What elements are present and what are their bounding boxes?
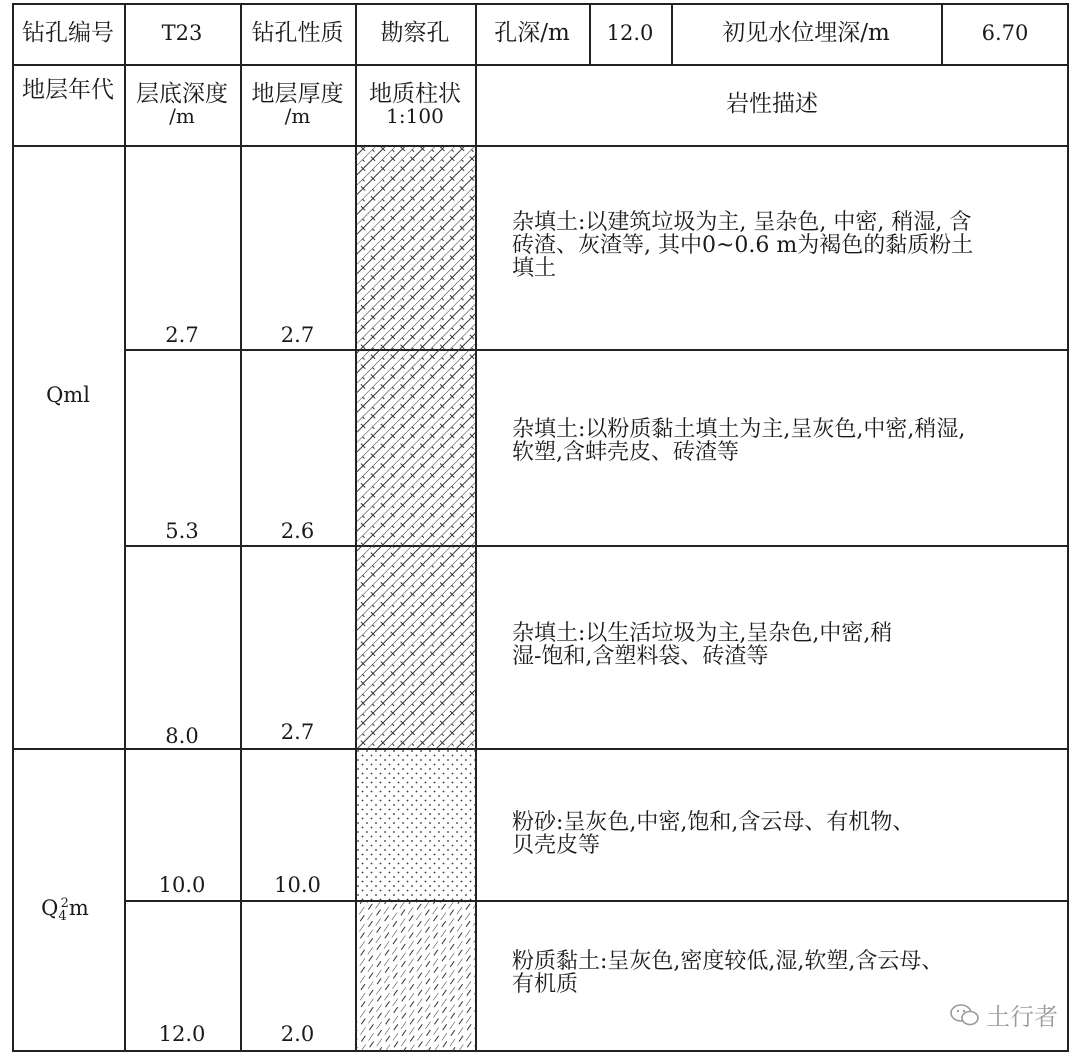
layer-2-description <box>512 418 965 464</box>
layer-2-bottom: 5.3 <box>165 519 199 543</box>
layer-5-description <box>512 950 943 996</box>
column-header-column-title: 地质柱状 <box>369 80 461 107</box>
layer-4-description <box>512 811 914 857</box>
column-header-era: 地层年代 <box>22 77 114 103</box>
era-q4m-sup: 2 <box>60 896 69 911</box>
description-line: 杂填土:以生活垃圾为主,呈杂色,中密,稍 <box>512 621 893 646</box>
layer-4-bottom: 10.0 <box>158 873 206 897</box>
description-line: 粉质黏土:呈灰色,密度较低,湿,软塑,含云母、 <box>512 949 944 974</box>
row-divider <box>124 900 1069 902</box>
layer-1-thickness: 2.7 <box>280 323 315 347</box>
description-line: 杂填土:以粉质黏土填土为主,呈灰色,中密,稍湿, <box>512 417 966 442</box>
column-header-thickness-unit: /m <box>284 104 311 129</box>
description-line: 粉砂:呈灰色,中密,饱和,含云母、有机物、 <box>512 810 915 835</box>
water-level-label: 初见水位埋深/m <box>722 20 890 47</box>
description-line: 有机质 <box>512 972 579 997</box>
depth-label: 孔深/m <box>494 20 570 47</box>
description-line: 软塑,含蚌壳皮、砖渣等 <box>512 440 739 465</box>
description-line: 填土 <box>512 256 557 281</box>
era-q4m-tail: m <box>68 896 89 920</box>
layer-4-thickness: 10.0 <box>274 873 321 897</box>
description-line: 贝壳皮等 <box>512 833 601 858</box>
column-header-thickness-title: 地层厚度 <box>251 80 344 107</box>
row-divider <box>124 349 1069 351</box>
silt-pattern <box>356 749 475 900</box>
era-qml: Qml <box>46 383 90 407</box>
era-q4m-main: Q <box>41 896 59 920</box>
column-header-bottom-depth <box>124 64 240 145</box>
layer-3-thickness: 2.7 <box>280 720 315 744</box>
era-q4m <box>12 896 124 924</box>
layer-5-bottom: 12.0 <box>158 1022 206 1046</box>
layer-1-description <box>512 211 973 280</box>
watermark-text: 土行者 <box>986 1003 1058 1031</box>
layer-1-bottom: 2.7 <box>165 323 199 347</box>
borehole-type-value: 勘察孔 <box>380 20 450 47</box>
layer-5-thickness: 2.0 <box>280 1022 315 1046</box>
column-header-bottom-depth-unit: /m <box>169 104 195 129</box>
borehole-no-label: 钻孔编号 <box>22 20 114 47</box>
column-header-thickness <box>240 64 355 145</box>
era-q4m-sub: 4 <box>58 909 67 925</box>
col-divider <box>475 3 477 1052</box>
borehole-no-value: T23 <box>161 21 203 46</box>
description-line: 砖渣、灰渣等, 其中0~0.6 m为褐色的黏质粉土 <box>512 233 974 258</box>
fill-pattern-column <box>356 146 475 748</box>
column-header-column <box>355 64 475 145</box>
row-divider <box>124 545 1069 547</box>
column-header-column-scale: 1:100 <box>386 104 444 129</box>
layer-2-thickness: 2.6 <box>280 519 315 543</box>
description-line: 杂填土:以建筑垃圾为主, 呈杂色, 中密, 稍湿, 含 <box>512 210 972 235</box>
row-divider <box>12 748 1069 750</box>
clay-pattern <box>356 901 475 1051</box>
layer-3-bottom: 8.0 <box>165 724 199 748</box>
column-header-description: 岩性描述 <box>726 91 818 118</box>
row-divider <box>12 145 1069 147</box>
description-line: 湿-饱和,含塑料袋、砖渣等 <box>512 644 769 669</box>
watermark <box>950 997 1058 1032</box>
column-header-bottom-depth-title: 层底深度 <box>136 80 228 107</box>
water-level-value: 6.70 <box>981 21 1029 46</box>
depth-value: 12.0 <box>606 21 654 46</box>
wechat-icon <box>950 1003 980 1027</box>
borehole-type-label: 钻孔性质 <box>251 20 344 47</box>
layer-3-description <box>512 622 892 668</box>
